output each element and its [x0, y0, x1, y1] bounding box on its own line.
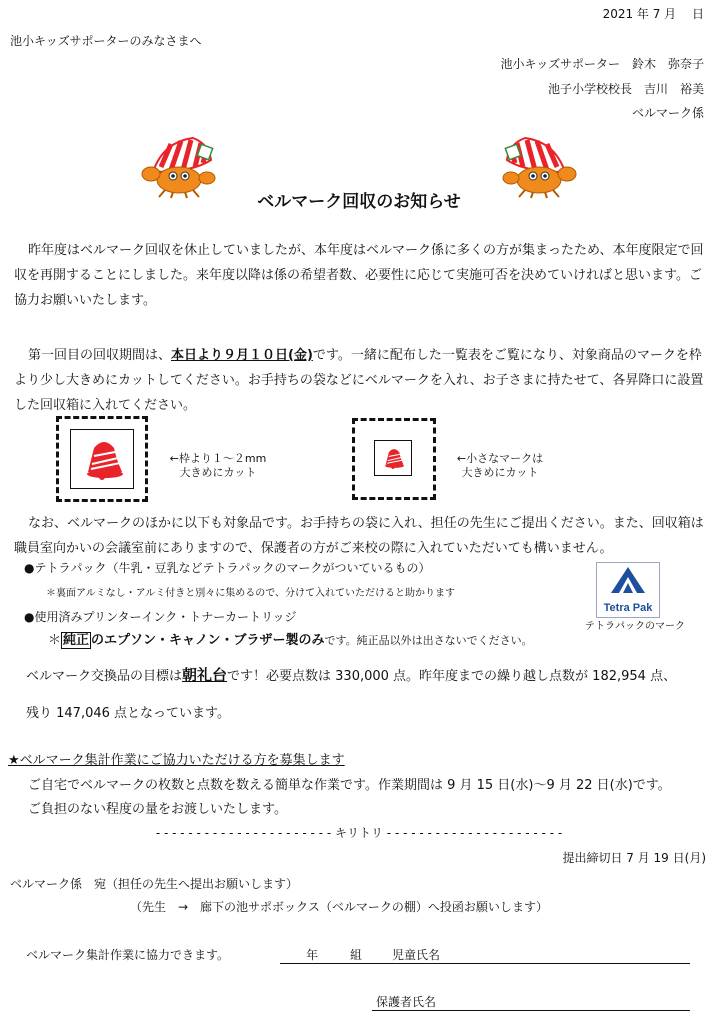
goal-remaining: 残り 147,046 点となっています。: [26, 706, 230, 721]
form-addressee: ベルマーク係 宛（担任の先生へ提出お願いします）: [10, 877, 299, 891]
cut-line: - - - - - - - - - - - - - - - - - - - - - - キリトリ - - - - - - - - - - - - - - - - - - - - - -: [155, 826, 563, 840]
consent-label: ベルマーク集計作業に協力できます。: [26, 948, 230, 962]
goal-intro: ベルマーク交換品の目標は: [26, 669, 183, 684]
other-items-paragraph: なお、ベルマークのほかに以下も対象品です。お手持ちの袋に入れ、担任の先生にご提出ください。また、回収箱は職員室向かいの会議室前にありますので、保護者の方がご来校の際に入れていただいても構いません。: [14, 516, 704, 556]
guardian-name-field[interactable]: [372, 1010, 690, 1011]
sender-bellmark: ベルマーク係: [631, 106, 704, 120]
date: 2021 年 7 月 日: [602, 7, 704, 21]
item-ink-condition: [48, 631, 533, 651]
form-deadline: 提出締切日 7 月 19 日(月): [562, 851, 706, 865]
collection-instructions-text: です。一緒に配布した一覧表をご覧になり、対象商品のマークを枠より少し大きめにカットしてください。お手持ちの袋などにベルマークを入れ、お子さまに持たせて、各昇降口に設置した回収箱に入れてください。: [14, 348, 704, 413]
class-label: 組: [350, 948, 363, 962]
form-route: （先生 → 廊下の池サポボックス（ベルマークの棚）へ投函お願いします）: [130, 900, 548, 914]
collection-period: 本日より９月１０日(金): [171, 348, 313, 363]
guardian-name-label: 保護者氏名: [376, 995, 437, 1009]
goal-line: [26, 665, 676, 687]
intro-paragraph: 昨年度はベルマーク回収を休止していましたが、本年度はベルマーク係に多くの方が集まったため、本年度限定で回収を再開することにしました。来年度以降は係の希望者数、必要性に応じて実施可否を決めていければと思います。ご協力お願いいたします。: [14, 243, 704, 308]
tetrapak-caption: テトラパックのマーク: [585, 621, 685, 632]
tetrapak-symbol-icon: [597, 563, 659, 597]
collection-intro-text: 第一回目の回収期間は、: [28, 348, 172, 363]
child-name-label: 児童氏名: [392, 948, 441, 962]
item-tetrapak: ●テトラパック（牛乳・豆乳などテトラパックのマークがついているもの）: [24, 561, 431, 575]
goal-target: 朝礼台: [182, 666, 228, 684]
ink-asterisk: ＊: [48, 633, 62, 648]
recruit-note: ご負担のない程度の量をお渡しいたします。: [28, 802, 287, 817]
item-ink: ●使用済みプリンターインク・トナーカートリッジ: [24, 610, 297, 624]
goal-points: です！必要点数は 330,000 点。昨年度までの繰り越し点数が 182,954 点、: [227, 669, 677, 684]
cut-note-small-line1: ←小さなマークは: [456, 452, 544, 465]
sender-principal: 池子小学校校長 吉川 裕美: [547, 82, 704, 96]
year-label: 年: [306, 948, 319, 962]
addressee: 池小キッズサポーターのみなさまへ: [10, 34, 202, 48]
tetrapak-brand: Tetra Pak: [603, 602, 653, 614]
bell-icon: [380, 446, 406, 470]
sender-supporter: 池小キッズサポーター 鈴木 弥奈子: [500, 57, 704, 71]
cut-note-large: [158, 452, 278, 480]
cut-note-large-line2: 大きめにカット: [179, 466, 257, 479]
recruit-heading: ★ベルマーク集計作業にご協力いただける方を募集します: [8, 753, 345, 768]
collection-paragraph: [14, 343, 714, 418]
ink-genuine-label: 純正: [63, 633, 90, 648]
recruit-detail: ご自宅でベルマークの枚数と点数を数える簡単な作業です。作業期間は 9 月 15 日(水)～9 月 22 日(水)です。: [28, 778, 671, 793]
ink-brands: のエプソン・キャノン・ブラザー製のみ: [91, 633, 325, 648]
cut-note-small-line2: 大きめにカット: [461, 466, 539, 479]
item-tetrapak-note: ＊裏面アルミなし・アルミ付きと別々に集めるので、分けて入れていただけると助かります: [46, 588, 455, 599]
cut-note-large-line1: ←枠より１～２mm: [169, 452, 267, 465]
bell-icon: [78, 436, 126, 482]
page-title: ベルマーク回収のお知らせ: [257, 192, 461, 212]
tetrapak-logo: [596, 562, 660, 618]
ink-note: です。純正品以外は出さないでください。: [324, 634, 533, 647]
cut-note-small: [444, 452, 556, 480]
child-name-field[interactable]: [280, 963, 690, 964]
